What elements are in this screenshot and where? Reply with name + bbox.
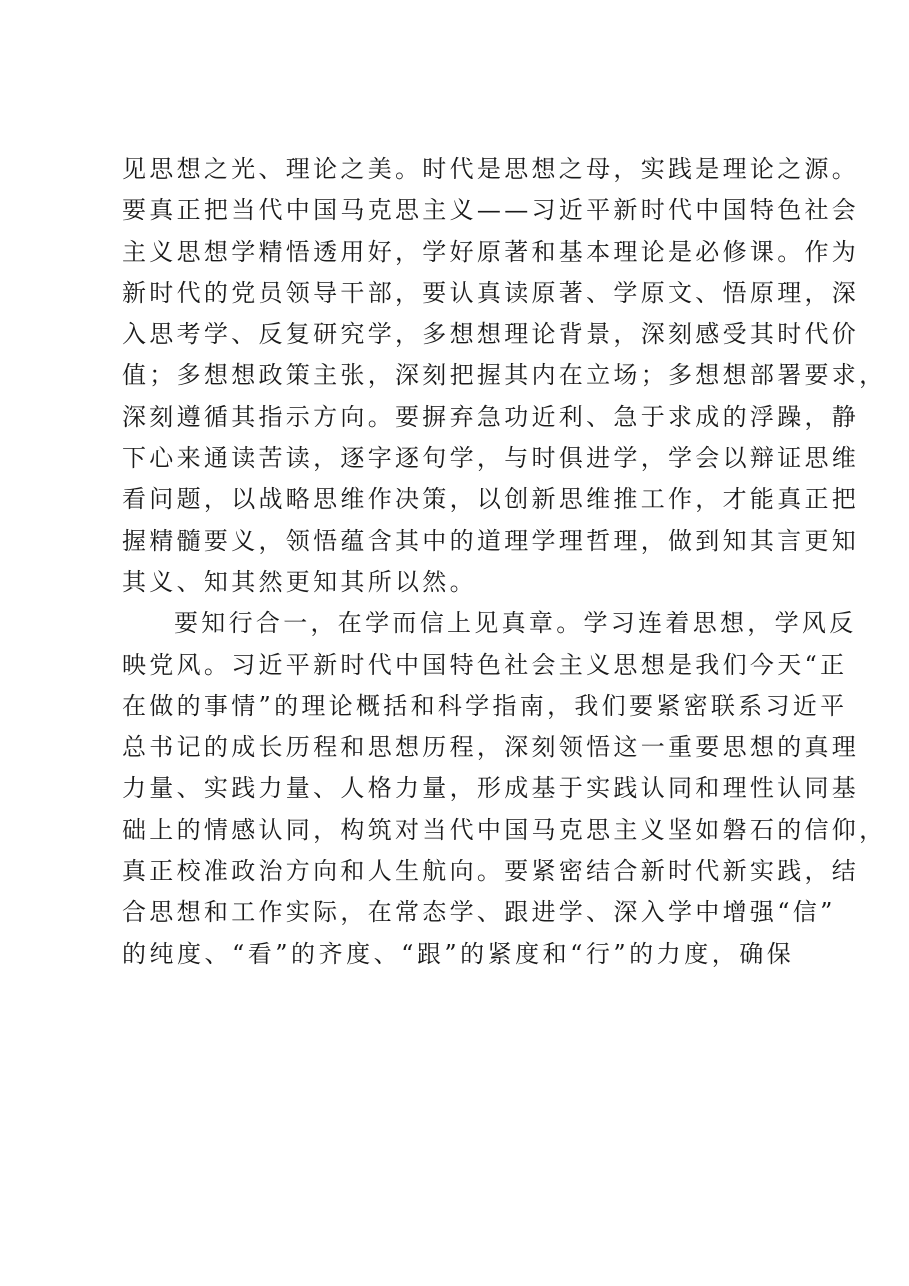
text-line: 入思考学、反复研究学，多想想理论背景，深刻感受其时代价: [122, 320, 860, 349]
text-line: 主义思想学精悟透用好，学好原著和基本理论是必修课。作为: [122, 237, 860, 266]
text-line: 见思想之光、理论之美。时代是思想之母，实践是理论之源。: [122, 155, 860, 183]
text-line: 其义、知其然更知其所以然。: [122, 567, 477, 596]
text-line: 要知行合一，在学而信上见真章。学习连着思想，学风反: [174, 609, 857, 638]
text-line: 础上的情感认同，构筑对当代中国马克思主义坚如磐石的信仰，: [122, 815, 887, 844]
paragraph-1: [122, 149, 887, 603]
text-line: 总书记的成长历程和思想历程，深刻领悟这一重要思想的真理: [122, 733, 860, 762]
paragraph-2: [122, 603, 887, 975]
text-line: 深刻遵循其指示方向。要摒弃急功近利、急于求成的浮躁，静: [122, 402, 860, 431]
text-line: 握精髓要义，领悟蕴含其中的道理学理哲理，做到知其言更知: [122, 526, 860, 555]
document-body: [122, 149, 887, 975]
text-line: 要真正把当代中国马克思主义——习近平新时代中国特色社会: [122, 196, 860, 225]
text-line: 力量、实践力量、人格力量，形成基于实践认同和理性认同基: [122, 774, 860, 803]
text-line: 新时代的党员领导干部，要认真读原著、学原文、悟原理，深: [122, 278, 860, 307]
text-line: 下心来通读苦读，逐字逐句学，与时俱进学，学会以辩证思维: [122, 444, 860, 473]
text-line: 值；多想想政策主张，深刻把握其内在立场；多想想部署要求，: [122, 361, 887, 390]
text-line: 在做的事情”的理论概括和科学指南，我们要紧密联系习近平: [122, 691, 848, 720]
text-line: 看问题，以战略思维作决策，以创新思维推工作，才能真正把: [122, 485, 860, 514]
text-line: 的纯度、“看”的齐度、“跟”的紧度和“行”的力度，确保: [122, 939, 794, 968]
text-line: 真正校准政治方向和人生航向。要紧密结合新时代新实践，结: [122, 857, 860, 886]
text-line: 映党风。习近平新时代中国特色社会主义思想是我们今天“正: [122, 650, 848, 679]
text-line: 合思想和工作实际，在常态学、跟进学、深入学中增强“信”: [122, 898, 836, 927]
